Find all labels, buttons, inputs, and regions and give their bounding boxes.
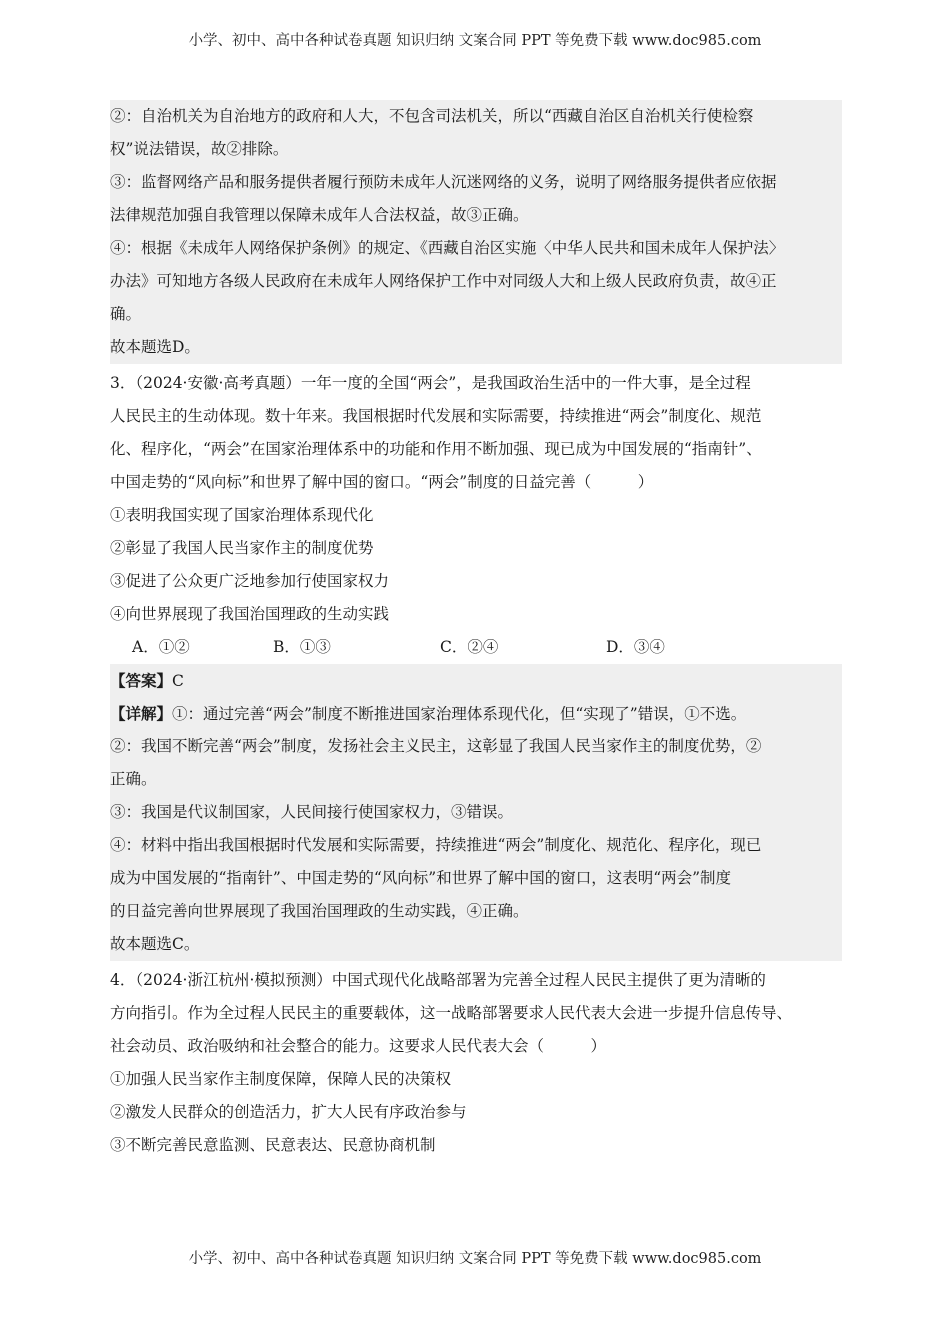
question-4 xyxy=(110,964,842,1162)
question-item: ③不断完善民意监测、民意表达、民意协商机制 xyxy=(110,1136,436,1154)
explanation-line: 故本题选D。 xyxy=(110,338,200,356)
answer-label: 【答案】 xyxy=(110,671,173,690)
q3-answer-block xyxy=(110,664,842,961)
question-item: ②彰显了我国人民当家作主的制度优势 xyxy=(110,539,374,557)
question-stem-line: 方向指引。作为全过程人民民主的重要载体，这一战略部署要求人民代表大会进一步提升信息传导、 xyxy=(110,1004,793,1022)
detail-line: ④：材料中指出我国根据时代发展和实际需要，持续推进“两会”制度化、规范化、程序化，现已 xyxy=(110,836,762,854)
detail-line: 正确。 xyxy=(110,770,157,788)
explanation-line: 权”说法错误，故②排除。 xyxy=(110,140,289,158)
detail-line: ②：我国不断完善“两会”制度，发扬社会主义民主，这彰显了我国人民当家作主的制度优势，② xyxy=(110,737,762,755)
explanation-line: ③：监督网络产品和服务提供者履行预防未成年人沉迷网络的义务，说明了网络服务提供者应依据 xyxy=(110,173,777,191)
explanation-line: 确。 xyxy=(110,305,142,323)
question-item: ②激发人民群众的创造活力，扩大人民有序政治参与 xyxy=(110,1103,467,1121)
question-item: ①加强人民当家作主制度保障，保障人民的决策权 xyxy=(110,1070,452,1088)
page-footer: 小学、初中、高中各种试卷真题 知识归纳 文案合同 PPT 等免费下载 www.doc985.com xyxy=(188,1251,762,1267)
question-stem-line: 人民民主的生动体现。数十年来。我国根据时代发展和实际需要，持续推进“两会”制度化、规范 xyxy=(110,407,762,425)
q2-explanation-block xyxy=(110,100,842,364)
answer-options xyxy=(110,631,842,664)
explanation-line: ②：自治机关为自治地方的政府和人大，不包含司法机关，所以“西藏自治区自治机关行使检察 xyxy=(110,107,754,125)
question-item: ①表明我国实现了国家治理体系现代化 xyxy=(110,506,374,524)
option-a: A．①② xyxy=(132,638,190,656)
detail-line: ③：我国是代议制国家，人民间接行使国家权力，③错误。 xyxy=(110,803,514,821)
question-stem-line: 3．（2024·安徽·高考真题）一年一度的全国“两会”，是我国政治生活中的一件大事，是全过程 xyxy=(110,374,751,392)
question-stem-line: 社会动员、政治吸纳和社会整合的能力。这要求人民代表大会（ ） xyxy=(110,1037,607,1055)
option-d: D．③④ xyxy=(606,638,665,656)
option-c: C．②④ xyxy=(440,638,499,656)
detail-line: 成为中国发展的“指南针”、中国走势的“风向标”和世界了解中国的窗口，这表明“两会”制度 xyxy=(110,869,732,887)
question-stem-line: 化、程序化，“两会”在国家治理体系中的功能和作用不断加强、现已成为中国发展的“指南针”、 xyxy=(110,440,762,458)
detail-label: 【详解】 xyxy=(110,704,173,723)
answer-value: C xyxy=(172,672,184,690)
answer-line xyxy=(110,664,842,697)
question-item: ③促进了公众更广泛地参加行使国家权力 xyxy=(110,572,390,590)
question-3 xyxy=(110,367,842,664)
option-b: B．①③ xyxy=(273,638,331,656)
page-header: 小学、初中、高中各种试卷真题 知识归纳 文案合同 PPT 等免费下载 www.doc985.com xyxy=(188,33,762,49)
explanation-line: ④：根据《未成年人网络保护条例》的规定、《西藏自治区实施〈中华人民共和国未成年人保护法〉 xyxy=(110,239,785,257)
explanation-line: 法律规范加强自我管理以保障未成年人合法权益，故③正确。 xyxy=(110,206,529,224)
detail-line xyxy=(110,697,842,730)
question-stem-line: 4．（2024·浙江杭州·模拟预测）中国式现代化战略部署为完善全过程人民民主提供了更为清晰的 xyxy=(110,971,766,989)
question-item: ④向世界展现了我国治国理政的生动实践 xyxy=(110,605,390,623)
detail-line: 故本题选C。 xyxy=(110,935,200,953)
detail-text: ①：通过完善“两会”制度不断推进国家治理体系现代化，但“实现了”错误，①不选。 xyxy=(172,705,747,723)
question-stem-line: 中国走势的“风向标”和世界了解中国的窗口。“两会”制度的日益完善（ ） xyxy=(110,473,654,491)
document-body xyxy=(110,100,842,1162)
explanation-line: 办法》可知地方各级人民政府在未成年人网络保护工作中对同级人大和上级人民政府负责，故④正 xyxy=(110,272,777,290)
detail-line: 的日益完善向世界展现了我国治国理政的生动实践，④正确。 xyxy=(110,902,529,920)
